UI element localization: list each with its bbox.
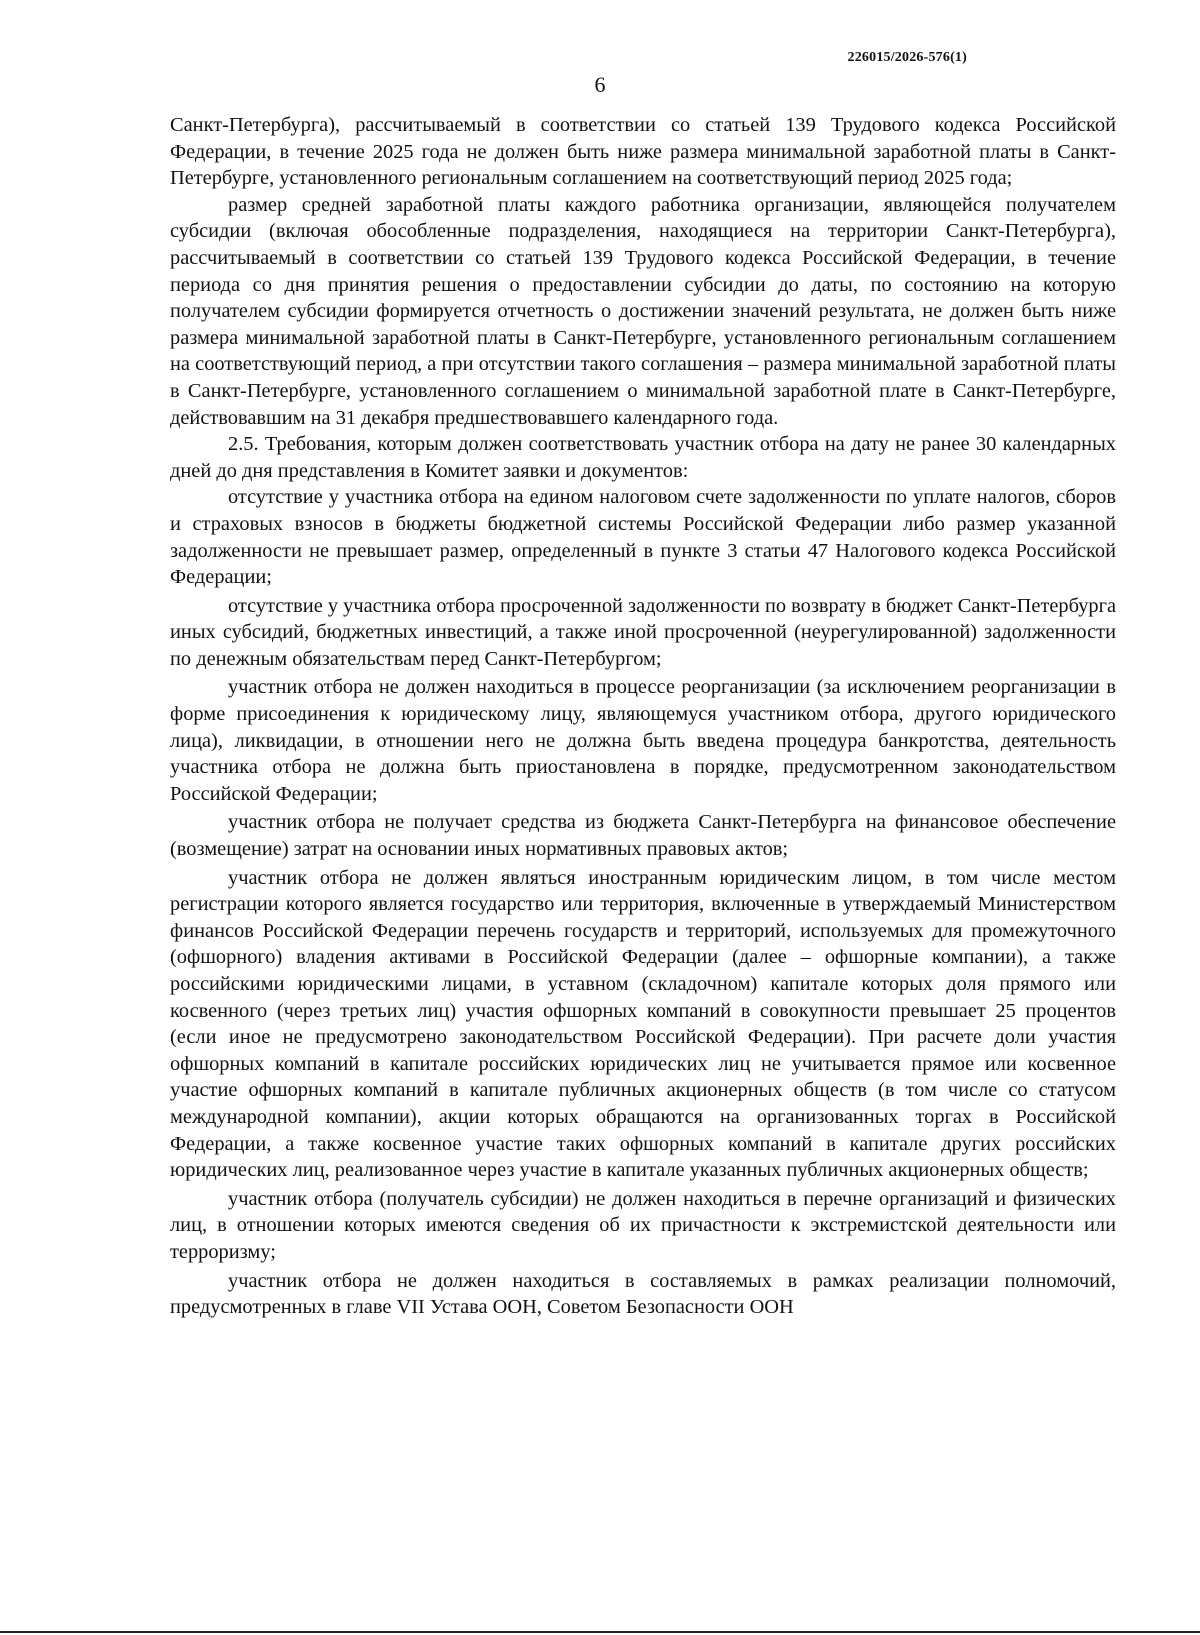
paragraph: 2.5. Требования, которым должен соответствовать участник отбора на дату не ранее 30 календарных дней до дня представления в Комитет заявки и документов:	[170, 433, 1116, 482]
document-body	[170, 112, 1116, 1321]
paragraph: отсутствие у участника отбора на едином налоговом счете задолженности по уплате налогов, сборов и страховых взносов в бюджеты бюджетной системы Российской Федерации либо размер указанной задолженности не превышает размер, определенный в пункте 3 статьи 47 Налогового кодекса Российской Федерации;	[170, 486, 1116, 589]
paragraph: участник отбора не должен являться иностранным юридическим лицом, в том числе местом регистрации которого является государство или территория, включенные в утверждаемый Министерством финансов Российской Федерации перечень государств и территорий, используемых для промежуточного (офшорного) владения активами в Российской Федерации (далее – офшорные компании), а также российскими юридическими лицами, в уставном (складочном) капитале которых доля прямого или косвенного (через третьих лиц) участия офшорных компаний в совокупности превышает 25 процентов (если иное не предусмотрено законодательством Российской Федерации). При расчете доли участия офшорных компаний в капитале российских юридических лиц не учитывается прямое или косвенное участие офшорных компаний в капитале публичных акционерных обществ (в том числе со статусом международной компании), акции которых обращаются на организованных торгах в Российской Федерации, а также косвенное участие таких офшорных компаний в капитале других российских юридических лиц, реализованное через участие в капитале указанных публичных акционерных обществ;	[170, 866, 1116, 1182]
document-id: 226015/2026-576(1)	[847, 50, 967, 65]
paragraph: отсутствие у участника отбора просроченной задолженности по возврату в бюджет Санкт-Петербурга иных субсидий, бюджетных инвестиций, а также иной просроченной (неурегулированной) задолженности по денежным обязательствам перед Санкт-Петербургом;	[170, 594, 1116, 670]
paragraph: Санкт-Петербурга), рассчитываемый в соответствии со статьей 139 Трудового кодекса Российской Федерации, в течение 2025 года не должен быть ниже размера минимальной заработной платы в Санкт-Петербурге, установленного региональным соглашением на соответствующий период 2025 года;	[170, 114, 1116, 190]
scan-edge-line	[0, 1631, 1200, 1633]
paragraph: размер средней заработной платы каждого работника организации, являющейся получателем субсидии (включая обособленные подразделения, находящиеся на территории Санкт-Петербурга), рассчитываемый в соответствии со статьей 139 Трудового кодекса Российской Федерации, в течение периода со дня принятия решения о предоставлении субсидии до даты, по состоянию на которую получателем субсидии формируется отчетность о достижении значений результата, не должен быть ниже размера минимальной заработной платы в Санкт-Петербурге, установленного региональным соглашением на соответствующий период, а при отсутствии такого соглашения – размера минимальной заработной платы в Санкт-Петербурге, установленного соглашением о минимальной заработной плате в Санкт-Петербурге, действовавшим на 31 декабря предшествовавшего календарного года.	[170, 193, 1116, 429]
paragraph: участник отбора не получает средства из бюджета Санкт-Петербурга на финансовое обеспечение (возмещение) затрат на основании иных нормативных правовых актов;	[170, 811, 1116, 861]
paragraph: участник отбора не должен находиться в составляемых в рамках реализации полномочий, предусмотренных в главе VII Устава ООН, Советом Безопасности ООН	[170, 1269, 1116, 1319]
paragraph: участник отбора не должен находиться в процессе реорганизации (за исключением реорганизации в форме присоединения к юридическому лицу, являющемуся участником отбора, другого юридического лица), ликвидации, в отношении него не должна быть введена процедура банкротства, деятельность участника отбора не должна быть приостановлена в порядке, предусмотренном законодательством Российской Федерации;	[170, 676, 1116, 805]
page-number: 6	[594, 72, 606, 97]
paragraph: участник отбора (получатель субсидии) не должен находиться в перечне организаций и физических лиц, в отношении которых имеются сведения об их причастности к экстремистской деятельности или терроризму;	[170, 1187, 1116, 1263]
